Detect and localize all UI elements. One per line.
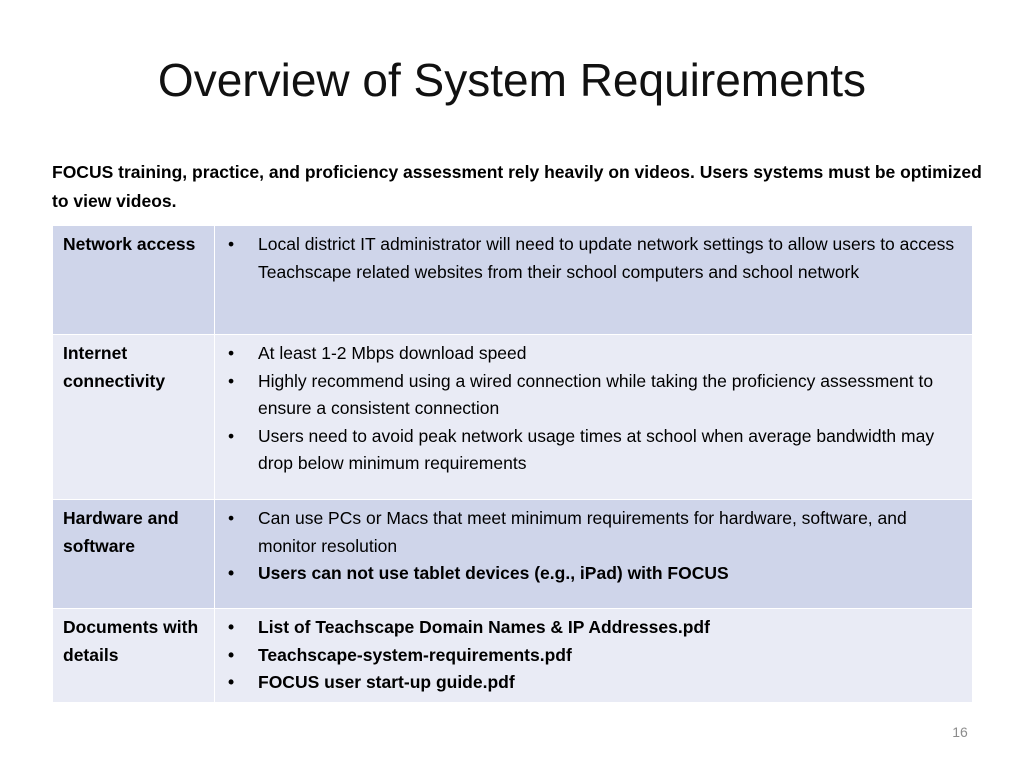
document-name: List of Teachscape Domain Names & IP Addresses.pdf <box>258 617 710 637</box>
row-label-hardware-software: Hardware and software <box>53 500 215 609</box>
bullet-text: Local district IT administrator will need to update network settings to allow users to access Teachscape related websites from their school computers and school network <box>258 234 955 282</box>
bullet-icon: • <box>228 644 235 665</box>
bullet-icon: • <box>228 563 235 583</box>
bullet-item <box>225 231 962 286</box>
bullet-icon: • <box>228 617 235 637</box>
bullet-item <box>225 368 962 423</box>
document-item <box>225 669 962 697</box>
bullet-text: Highly recommend using a wired connection while taking the proficiency assessment to ensure a consistent connection <box>258 370 934 418</box>
bullet-item <box>225 423 962 478</box>
bullet-icon: • <box>228 370 235 391</box>
bullet-icon: • <box>228 425 235 446</box>
table-row-network-access <box>53 226 973 335</box>
intro-text: FOCUS training, practice, and proficiency assessment rely heavily on videos. Users systems must be optimized to view videos. <box>52 162 982 211</box>
document-name: Teachscape-system-requirements.pdf <box>258 644 572 665</box>
page-number: 16 <box>952 724 968 740</box>
bullet-icon: • <box>228 343 235 363</box>
bullet-list <box>225 614 962 697</box>
document-item <box>225 642 962 670</box>
table-row-internet-connectivity <box>53 335 973 500</box>
bullet-text: At least 1-2 Mbps download speed <box>258 343 527 363</box>
bullet-text: Users need to avoid peak network usage times at school when average bandwidth may drop below minimum requirements <box>258 425 935 473</box>
bullet-item <box>225 505 962 560</box>
document-item <box>225 614 962 642</box>
bullet-text: Users can not use tablet devices (e.g., iPad) with FOCUS <box>258 563 729 583</box>
row-details-internet-connectivity <box>215 335 973 500</box>
bullet-item <box>225 560 962 588</box>
row-details-hardware-software <box>215 500 973 609</box>
bullet-icon: • <box>228 508 235 528</box>
requirements-table <box>52 225 973 703</box>
row-label-internet-connectivity: Internet connectivity <box>53 335 215 500</box>
bullet-list <box>225 505 962 588</box>
slide-title: Overview of System Requirements <box>157 54 867 106</box>
row-label-documents: Documents with details <box>53 609 215 703</box>
row-details-documents <box>215 609 973 703</box>
bullet-list <box>225 231 962 286</box>
bullet-list <box>225 340 962 478</box>
bullet-item <box>225 340 962 368</box>
table-row-hardware-software <box>53 500 973 609</box>
row-label-network-access: Network access <box>53 226 215 335</box>
bullet-text: Can use PCs or Macs that meet minimum requirements for hardware, software, and monitor resolution <box>258 508 907 556</box>
bullet-icon: • <box>228 234 235 254</box>
table-row-documents <box>53 609 973 703</box>
document-name: FOCUS user start-up guide.pdf <box>258 672 515 692</box>
row-details-network-access <box>215 226 973 335</box>
bullet-icon: • <box>228 672 235 692</box>
